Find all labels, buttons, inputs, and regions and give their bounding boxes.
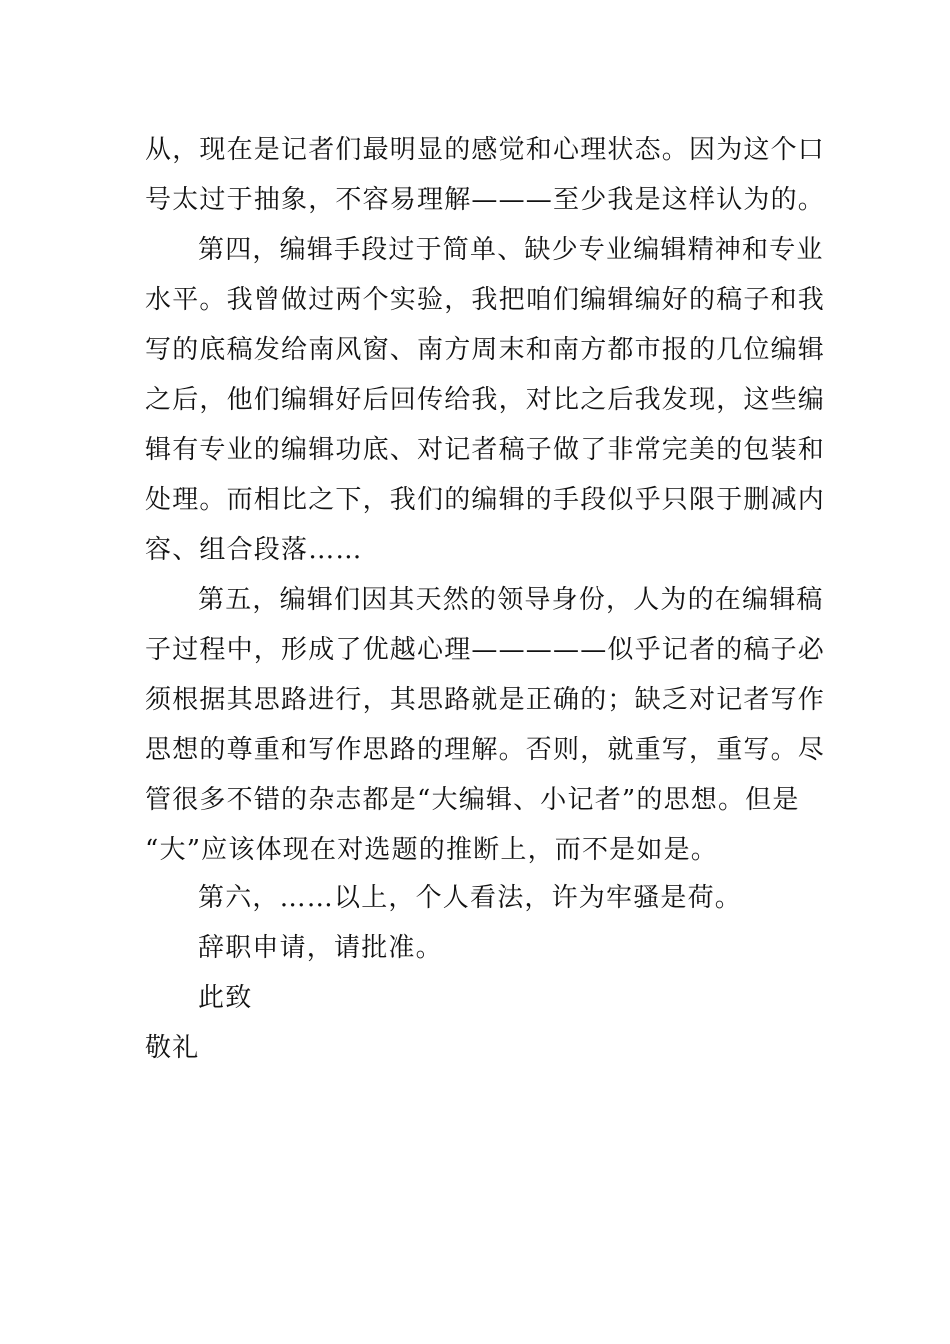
text-line: 子过程中，形成了优越心理—————似乎记者的稿子必 — [145, 635, 826, 665]
text-line: 思想的尊重和写作思路的理解。否则，就重写，重写。尽 — [145, 735, 826, 765]
text-line: 处理。而相比之下，我们的编辑的手段似乎只限于删减内 — [145, 485, 826, 515]
text-line: 管很多不错的杂志都是“大编辑、小记者”的思想。但是 — [145, 785, 800, 815]
paragraph-start-line: 第六，……以上，个人看法，许为牢骚是荷。 — [198, 883, 743, 913]
text-line: 写的底稿发给南风窗、南方周末和南方都市报的几位编辑 — [145, 335, 826, 365]
text-line: 水平。我曾做过两个实验，我把咱们编辑编好的稿子和我 — [145, 285, 826, 315]
text-line: 号太过于抽象，不容易理解———至少我是这样认为的。 — [145, 185, 826, 215]
text-line: 从，现在是记者们最明显的感觉和心理状态。因为这个口 — [145, 135, 826, 165]
text-line: 容、组合段落…… — [145, 535, 363, 565]
text-line: 辑有专业的编辑功底、对记者稿子做了非常完美的包装和 — [145, 435, 826, 465]
text-line: 须根据其思路进行，其思路就是正确的；缺乏对记者写作 — [145, 685, 826, 715]
paragraph-start-line: 第五，编辑们因其天然的领导身份，人为的在编辑稿 — [198, 585, 824, 615]
text-line: “大”应该体现在对选题的推断上，而不是如是。 — [145, 835, 718, 865]
salutation-cizhi: 此致 — [198, 983, 253, 1013]
closing-request: 辞职申请，请批准。 — [198, 933, 443, 963]
salutation-jingli: 敬礼 — [145, 1033, 200, 1063]
paragraph-start-line: 第四，编辑手段过于简单、缺少专业编辑精神和专业 — [198, 235, 824, 265]
text-line: 之后，他们编辑好后回传给我，对比之后我发现，这些编 — [145, 385, 826, 415]
